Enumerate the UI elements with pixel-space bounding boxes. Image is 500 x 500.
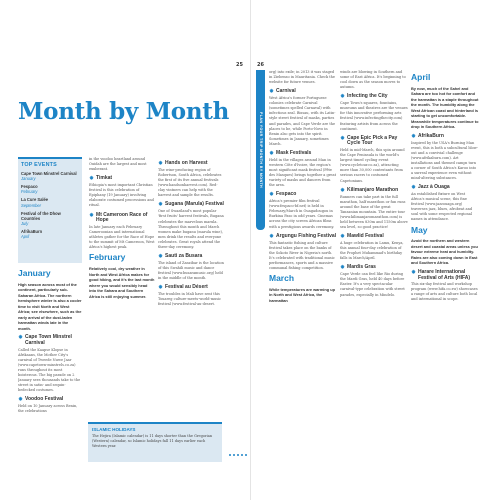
month-intro: Relatively cool, dry weather in North and West Africa makes for good hiking, and it's the last month where you would sensibly head into the Sahara and Southern Africa is still enjoying summer. (89, 266, 155, 299)
star-icon: ✸ (158, 284, 164, 292)
event-heading (340, 188, 408, 194)
event-heading (158, 202, 224, 208)
event-name: Cape Town Minstrel Carnival (25, 334, 72, 346)
star-icon: ✸ (89, 175, 95, 183)
month-heading-march: March (269, 272, 295, 283)
top-event-month: July (21, 220, 29, 226)
page-title: Month by Month (18, 98, 229, 125)
event-heading (411, 134, 479, 140)
event-heading (18, 335, 82, 347)
star-icon: ✸ (340, 186, 346, 194)
event-text: Inspired by the USA's Burning Man event, this is both a subcultural blow-out and a convivial challenge (www.afrikaburn.com). Art installations and themed camps turn a corner of South Africa's Karoo into a surreal experience even without mind-altering substances. (411, 140, 478, 181)
event-name: Cape Epic Pick a Pay Cycle Tour (347, 134, 398, 147)
event-name: Mawlid Festival (347, 233, 384, 239)
star-icon: ✸ (269, 88, 275, 96)
continued-text: winds are blowing in Southern and some of East Africa. It's beginning to cool down as the season moves to autumn. (340, 70, 406, 90)
top-events-box (18, 157, 82, 263)
star-icon: ✸ (340, 93, 346, 101)
star-icon: ✸ (411, 132, 417, 140)
star-icon: ✸ (411, 268, 417, 276)
column-3 (158, 157, 224, 419)
month-heading-february: February (89, 252, 126, 263)
event-name: Fespaco (276, 191, 297, 198)
event-heading (158, 285, 224, 291)
event-text: Held in the villages around Man in western Côte d'Ivoire, the region's most significant mask festival (Fête des Masques) brings together a great variety of masks and dancers from the area. (269, 157, 336, 188)
event-text: This six-day festival and workshop program (www.hifa.co.zw) showcases a range of arts and culture both local and international in scope. (411, 282, 478, 302)
star-icon: ✸ (158, 201, 164, 209)
top-event-name: Festival of the Dhow Countries (21, 210, 61, 221)
month-heading-april: April (411, 72, 431, 82)
event-heading (340, 136, 408, 148)
event-text: A huge celebration in Lamu, Kenya, this annual four-day celebration of the Prophet Muhammad's birthday falls in March/April. (340, 241, 404, 261)
event-text: An established fixture on West Africa's musical scene, this fine festival (www.jazzouaga.org) traverses jazz, blues, afrobeat and soul with some respected regional names in attendance. (411, 192, 473, 222)
event-heading (269, 234, 337, 240)
top-event-name: AfrikaBurn (21, 228, 43, 234)
event-text: This fantastic fishing and culture festival takes place on the banks of the Sokoto River in Nigeria's north. It's celebrated with traditional music performances, sports and a massive communal fishing competition. (269, 240, 335, 270)
continued-text: org) into exile; in 2013 it was staged in Ziebenso in Mauritania. Check the website for future venues. (269, 70, 336, 85)
top-event-name: Fespaco (21, 184, 38, 190)
event-heading (269, 192, 337, 198)
event-heading (340, 265, 408, 271)
event-name: Mt Cameroon Race of Hope (96, 211, 148, 224)
event-name: Festival au Désert (165, 284, 208, 291)
event-text: Held on 10 January across Benin, the celebrations (18, 404, 78, 414)
star-icon: ✸ (269, 149, 275, 157)
star-icon: ✸ (158, 252, 164, 260)
top-event-month: February (21, 189, 38, 195)
star-icon: ✸ (89, 211, 95, 219)
top-event-item (21, 171, 79, 181)
event-name: Carnival (276, 88, 296, 95)
event-text: Runners can take part in the full marathon, half marathon or fun runs around the base of the great Tanzanian mountain. The entire tour (www.kilimanjaromarathon.com) is held between 830m and 1150m above sea level, so good practice! (340, 194, 408, 229)
star-icon: ✸ (340, 134, 346, 142)
event-name: Sugana (Marula) Festival (165, 201, 224, 208)
page-gutter (250, 0, 251, 500)
event-name: Mardis Gras (347, 264, 376, 271)
event-heading (411, 270, 479, 282)
event-name: Mask Festivals (276, 149, 312, 156)
event-name: Voodoo Festival (25, 396, 64, 403)
event-heading (89, 176, 155, 182)
event-heading (340, 94, 408, 100)
star-icon: ✸ (18, 396, 24, 404)
islamic-holidays-box (88, 422, 222, 462)
event-text: Ethiopia's most important Christian festival is this celebration of Epiphany (19 January) involving elaborate costumed processions and ritual. (89, 183, 154, 208)
top-event-month: April (21, 234, 30, 240)
star-icon: ✸ (269, 191, 275, 199)
top-event-name: La Cure Salée (21, 197, 49, 203)
event-heading (411, 185, 479, 191)
month-heading-may: May (411, 224, 428, 235)
top-event-item (21, 197, 79, 207)
event-heading (158, 161, 224, 167)
event-text: Africa's premier film festival (www.fespaco-bf.net) is held in February/March in Ouagadougou in Burkina Faso in odd years. Cinemas across the city screen African films with a prestigious awards ceremony. (269, 199, 335, 229)
decorative-dots (228, 442, 248, 462)
top-events-heading: TOP EVENTS (21, 162, 57, 168)
page-number-right: 26 (257, 62, 264, 68)
islamic-holidays-heading: ISLAMIC HOLIDAYS (92, 427, 136, 432)
event-heading (158, 254, 224, 260)
column-5 (340, 70, 408, 470)
star-icon: ✸ (340, 233, 346, 240)
event-text: Called the Kaapse Klopse in Afrikaans, the Mother City's carnival of Tweede Nuwe Jaar (www.capetown-minstrels.co.za) runs throughout its most boisterous. The big parade on 2 January sees thousands take to the street in satin- and sequin-bedecked costumes. (18, 347, 81, 393)
column-2 (89, 157, 155, 419)
event-text: The troubles in Mali have sent this Touareg culture-meets-world-music festival (www.festival-au-desert. (158, 292, 222, 307)
column-6 (411, 70, 479, 470)
event-heading (269, 89, 337, 95)
event-text: One of Swaziland's most popular 'first fruits' harvest festivals, Bugana celebrates the marvelous marula. Throughout this month and March women make buganu (marula wine), men drink the results and everyone celebrates. Great royals attend the three-day ceremony. (158, 209, 224, 249)
event-text: Cape Town's squares, fountains, museums and theatres are the venues for this innovative performing arts festival (www.infectingthecity.com) featuring artists from across the continent. (340, 101, 408, 131)
islamic-holidays-text: The Hejira (Islamic calendar) is 11 days shorter than the Gregorian (Western) calendar, so Islamic holidays fall 11 days earlier each Western year. (92, 434, 213, 449)
event-name: Jazz à Ouaga (418, 184, 450, 191)
column-1 (18, 266, 82, 476)
event-text: The island of Zanzibar is the location of this Swahili music and dance festival (www.busaramusic.org) held in the middle of the month. (158, 260, 224, 281)
star-icon: ✸ (158, 160, 164, 167)
event-text: West Africa's former Portuguese colonies celebrate Carnival (sometimes spelled Carnaval) with infectious zeal. Bissau, with its Latin-style street festival of masks, parties and parades, and Cape Verde are the places to be, while Porto-Novo in Benin also gets into the spirit. Sometimes in January, sometimes March. (269, 96, 336, 146)
event-text: The wine-producing region of Robertson, South Africa, celebrates the first of its five annual festivals (www.handsonharvest.com). Red-clay vintners can help with the harvest and sample the results. (158, 168, 222, 198)
event-name: Sauti za Busara (165, 252, 203, 259)
month-heading-january: January (18, 268, 51, 278)
top-event-name: Cape Town Minstrel Carnival (21, 171, 77, 176)
event-heading (89, 213, 155, 225)
continued-text: in the voodoo heartland around Ouidah are the largest and most exuberant. (89, 157, 147, 172)
event-name: Timkat (96, 175, 113, 182)
event-text: In late January each February Cameroonian and international athletes gather for the Race of Hope to the summit of Mt Cameroon, West Africa's highest peak. (89, 225, 155, 250)
section-side-tab (256, 70, 265, 230)
top-event-item (21, 211, 79, 226)
month-intro: High season across most of the continent, particularly sub-Saharan Africa. The northern hemisphere winter is also a cooler time to visit North and West Africa; see elsewhere, such as the early arrival of the dust-laden harmattan winds late in the month. (18, 281, 82, 331)
event-heading (340, 234, 408, 240)
top-event-item (21, 229, 79, 239)
section-side-tab-label: PLAN YOUR TRIP MONTH BY MONTH (258, 111, 263, 189)
event-text: Held in mid-March, this spin around the Cape Peninsula is the world's largest timed cycling event (www.cycletour.co.za), attracting more than 30,000 contestants from serious racers to costumed Capetonians. (340, 148, 405, 183)
star-icon: ✸ (340, 264, 346, 272)
column-4 (269, 70, 337, 470)
top-event-month: September (21, 202, 42, 208)
event-heading (269, 151, 337, 157)
event-name: Argungu Fishing Festival (276, 232, 337, 239)
top-event-item (21, 184, 79, 194)
event-name: AfrikaBurn (418, 132, 444, 139)
month-intro: By now, much of the Sahel and Sahara are too hot for comfort and the harmattan is a staple throughout the month. The humidity along the West African coast and hinterland is starting to get uncomfortable. Meanwhile temperatures continue to drop in Southern Africa. (411, 85, 479, 130)
event-name: Kilimanjaro Marathon (347, 186, 399, 193)
event-name: Hands on Harvest (165, 160, 208, 166)
page-number-left: 25 (236, 62, 243, 68)
star-icon: ✸ (18, 334, 24, 342)
month-intro: Avoid the northern and western desert and coastal areas unless you favour extreme heat and humidity. Rains are also coming down in East and Southern Africa. (411, 238, 478, 266)
event-heading (18, 397, 82, 403)
event-name: Infecting the City (347, 93, 388, 100)
star-icon: ✸ (269, 232, 275, 240)
event-name: Harare International Festival of Arts (HIFA) (418, 268, 471, 281)
top-event-month: January (21, 176, 36, 182)
event-text: Cape Verde can feel like Rio during the Mardi Gras, held 40 days before Easter. It's a very spectacular carnival-type celebration with street parades, especially in Mindelo. (340, 272, 405, 297)
star-icon: ✸ (411, 184, 417, 192)
month-intro: While temperatures are warming up in North and West Africa, the harmattan (269, 286, 335, 303)
